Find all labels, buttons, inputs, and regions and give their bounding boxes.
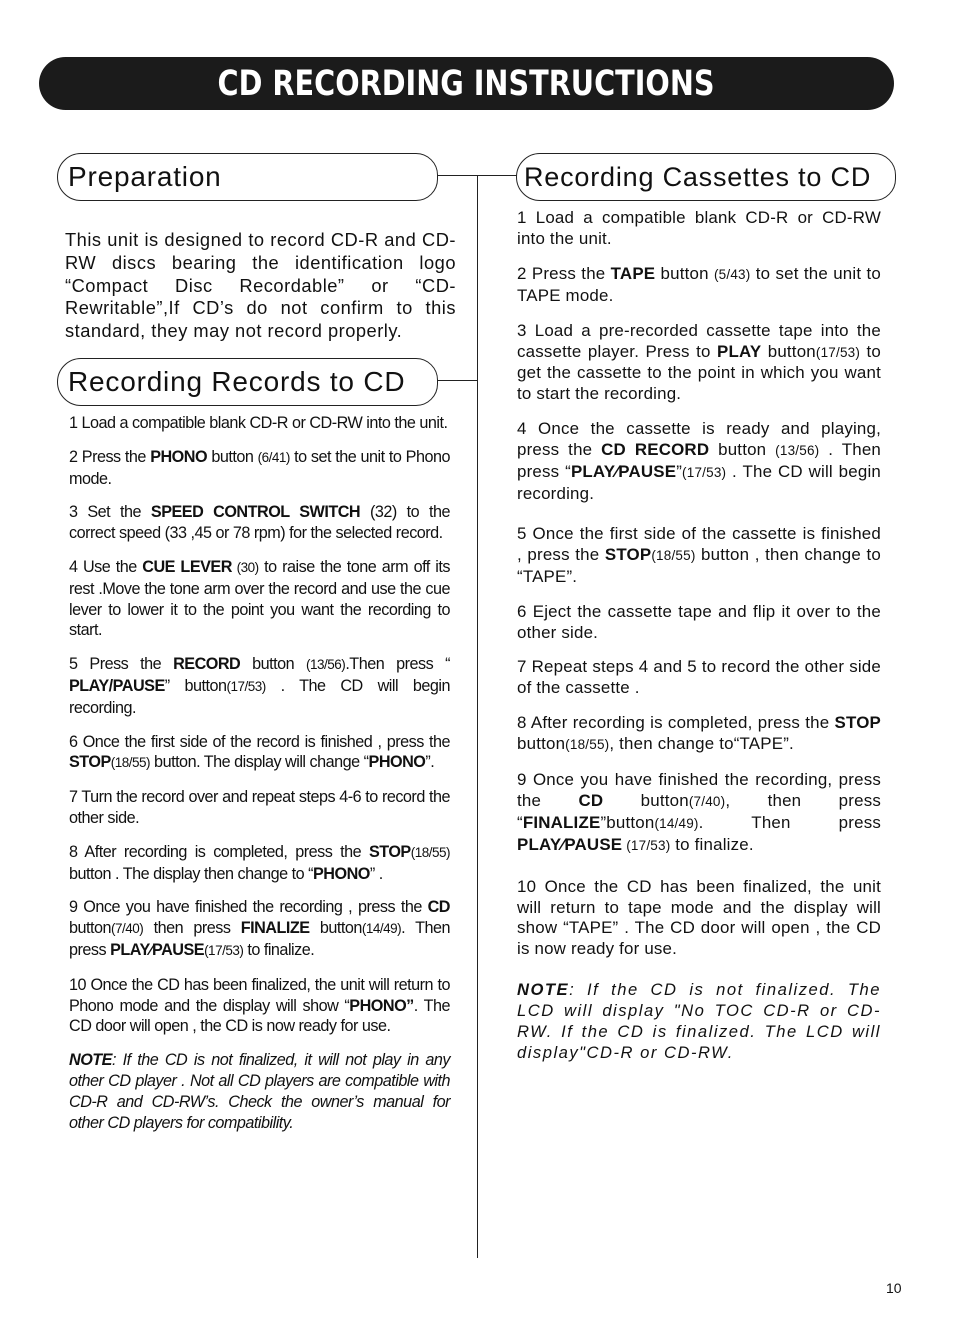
note-text: : If the CD is not finalized. The LCD will display "No TOC CD-R or CD-RW. If the CD is finalized. The LCD will display"CD-R or CD-RW. xyxy=(517,980,881,1062)
step-text: to set the unit to Phono mode. xyxy=(69,447,450,488)
page-title: CD RECORDING INSTRUCTIONS xyxy=(218,63,715,104)
cassettes-step-4 xyxy=(517,419,881,505)
step-text: , then change to“TAPE”. xyxy=(609,734,794,754)
step-text: . The CD will begin recording. xyxy=(517,462,881,503)
button-reference: (18/55) xyxy=(565,737,610,753)
button-reference: (17/53) xyxy=(204,942,244,958)
button-name: RECORD xyxy=(173,655,241,674)
button-name: STOP xyxy=(834,713,881,733)
button-reference: (18/55) xyxy=(410,844,450,860)
step-text: to get the cassette to the point in which you want to start the recording. xyxy=(517,341,881,404)
control-name: CUE LEVER xyxy=(142,557,232,576)
step-text: 10 Once the CD has been finalized, the unit will return to tape mode and the display will show “TAPE” . The CD door will open , the CD is now ready for use. xyxy=(517,876,881,959)
step-text: , then press “ xyxy=(517,790,881,832)
cassettes-step-6 xyxy=(517,602,881,644)
records-step-5 xyxy=(69,654,450,718)
step-text: 10 Once the CD has been finalized, the unit will return to Phono mode and the display will show “ xyxy=(69,975,450,1015)
step-text: 3 Set the xyxy=(69,503,151,522)
step-text: 3 Load a pre-recorded cassette tape into the cassette player. Press to xyxy=(517,320,881,361)
button-name: STOP xyxy=(604,544,652,564)
button-name: PLAY/PAUSE xyxy=(69,676,165,695)
button-reference: (18/55) xyxy=(651,547,696,563)
button-name: FINALIZE xyxy=(522,812,601,832)
step-text: . Then press xyxy=(698,812,881,832)
records-heading: Recording Records to CD xyxy=(68,366,406,397)
cassettes-step-2 xyxy=(517,264,881,307)
step-text: button . The display then change to “ xyxy=(69,864,313,883)
step-text: button xyxy=(603,790,689,810)
step-text: 8 After recording is completed, press the xyxy=(517,713,835,733)
button-name: PLAY∕PAUSE xyxy=(110,940,205,959)
step-text: . The CD door will open , the CD is now ready for use. xyxy=(69,996,450,1036)
button-reference: (13/56) xyxy=(775,443,820,459)
button-name: CD RECORD xyxy=(601,440,710,460)
title-banner xyxy=(39,57,894,110)
records-step-2 xyxy=(69,447,450,490)
cassettes-step-9 xyxy=(517,770,881,857)
step-text: ”button xyxy=(600,812,655,832)
cassettes-step-1 xyxy=(517,208,881,250)
step-text: ” xyxy=(676,462,683,482)
step-text: button xyxy=(69,919,112,938)
step-text: 7 Turn the record over and repeat steps 4-6 to record the other side. xyxy=(69,788,450,827)
cassettes-note xyxy=(517,980,881,1063)
button-name: PLAY∕PAUSE xyxy=(517,834,623,854)
step-text: button xyxy=(207,447,258,466)
step-text: button , then change to “TAPE”. xyxy=(517,544,881,586)
button-name: PLAY xyxy=(717,341,762,361)
button-reference: (7/40) xyxy=(688,793,726,809)
button-reference: (17/53) xyxy=(682,465,727,481)
cassettes-steps xyxy=(517,208,881,1077)
step-text: button xyxy=(709,440,776,460)
button-reference: (13/56) xyxy=(306,657,346,673)
step-text: then press xyxy=(143,919,241,938)
page-number: 10 xyxy=(886,1280,902,1296)
button-reference: (14/49) xyxy=(654,815,699,831)
step-text: 1 Load a compatible blank CD-R or CD-RW into the unit. xyxy=(517,208,881,248)
cassettes-step-5 xyxy=(517,524,881,588)
records-step-10 xyxy=(69,975,450,1037)
records-heading-box xyxy=(57,358,438,406)
step-text: .Then press “ xyxy=(345,655,450,674)
button-reference: (14/49) xyxy=(361,921,402,937)
step-text: 9 Once you have finished the recording , press the xyxy=(69,898,428,917)
step-text: 2 Press the xyxy=(69,447,151,466)
step-text: 4 Use the xyxy=(69,557,143,576)
preparation-heading-box xyxy=(57,153,438,201)
note-label: NOTE xyxy=(517,980,570,1000)
step-text: . Then press xyxy=(69,919,450,959)
button-name: CD xyxy=(427,898,450,917)
records-step-8 xyxy=(69,842,450,885)
display-text: PHONO” xyxy=(349,996,414,1015)
cassettes-heading-box xyxy=(516,153,896,201)
step-text: ”. xyxy=(425,753,435,772)
step-text: to finalize. xyxy=(243,940,315,959)
preparation-text: This unit is designed to record CD-R and CD-RW discs bearing the identification logo “Compact Disc Recordable” or “CD-Rewritable”,If CD’s do not confirm to this standard, they may not record properly. xyxy=(65,229,456,342)
step-text: button xyxy=(240,655,307,674)
button-name: STOP xyxy=(368,842,411,861)
connector-line-records xyxy=(437,380,477,381)
note-label: NOTE xyxy=(69,1051,112,1070)
step-text: button xyxy=(517,734,566,754)
button-reference: (17/53) xyxy=(622,837,671,853)
column-divider xyxy=(477,175,478,1258)
cassettes-step-10 xyxy=(517,877,881,961)
step-text: 9 Once you have finished the recording, press the xyxy=(517,770,881,810)
step-text: 5 Press the xyxy=(69,655,174,674)
display-text: PHONO xyxy=(368,753,426,772)
button-name: PHONO xyxy=(150,447,208,466)
step-text: 6 Once the first side of the record is finished , press the xyxy=(69,732,450,751)
step-text: to raise the tone arm off its rest .Move the tone arm over the record and use the cue lever to lower it to the point you want the recording to start. xyxy=(69,557,450,640)
button-name: PLAY∕PAUSE xyxy=(570,462,677,482)
step-text: 5 Once the first side of the cassette is finished , press the xyxy=(517,523,881,564)
button-name: CD xyxy=(578,790,604,810)
step-text: button. The display will change “ xyxy=(150,753,369,772)
step-text: 8 After recording is completed, press the xyxy=(69,842,369,861)
records-step-4 xyxy=(69,557,450,641)
records-step-6 xyxy=(69,732,450,775)
step-text: button xyxy=(309,919,362,938)
records-step-3 xyxy=(69,502,450,544)
button-name: TAPE xyxy=(610,263,656,283)
step-text: (32) to the correct speed (33 ,45 or 78 rpm) for the selected record. xyxy=(69,503,450,543)
step-text: button xyxy=(761,341,816,361)
records-step-1 xyxy=(69,413,450,434)
step-text: . Then press “ xyxy=(517,440,882,482)
note-text: : If the CD is not finalized, it will not play in any other CD player . Not all CD players are compatible with CD-R and CD-RW’s. Check the owner’s manual for other CD players for compatibility. xyxy=(69,1051,450,1132)
step-text: 7 Repeat steps 4 and 5 to record the other side of the cassette . xyxy=(517,657,881,698)
button-reference: (7/40) xyxy=(111,921,144,937)
records-step-9 xyxy=(69,897,450,961)
control-name: SPEED CONTROL SWITCH xyxy=(150,503,361,522)
step-text: 4 Once the cassette is ready and playing, press the xyxy=(517,419,881,460)
display-text: PHONO xyxy=(312,864,370,883)
step-text: 6 Eject the cassette tape and flip it over to the other side. xyxy=(517,601,881,642)
button-reference: (18/55) xyxy=(110,755,151,771)
button-reference: (30) xyxy=(231,559,259,575)
step-text: 2 Press the xyxy=(517,263,611,283)
cassettes-step-3 xyxy=(517,321,881,406)
step-text: ” . xyxy=(369,864,383,883)
button-name: FINALIZE xyxy=(240,919,310,938)
step-text: . The CD will begin recording. xyxy=(69,676,450,717)
button-reference: (17/53) xyxy=(226,678,266,694)
step-text: ” button xyxy=(164,676,227,695)
records-note xyxy=(69,1050,450,1133)
step-text: to finalize. xyxy=(670,834,754,854)
step-text: button xyxy=(655,263,714,283)
button-reference: (6/41) xyxy=(257,449,290,465)
cassettes-step-7 xyxy=(517,657,881,699)
preparation-heading: Preparation xyxy=(68,161,222,192)
cassettes-heading: Recording Cassettes to CD xyxy=(524,161,872,192)
step-text: 1 Load a compatible blank CD-R or CD-RW into the unit. xyxy=(69,414,448,432)
cassettes-step-8 xyxy=(517,713,881,756)
records-steps xyxy=(69,413,450,1146)
records-step-7 xyxy=(69,787,450,829)
step-text: to set the unit to TAPE mode. xyxy=(517,263,882,305)
button-reference: (5/43) xyxy=(713,266,751,282)
button-name: STOP xyxy=(69,753,111,772)
button-reference: (17/53) xyxy=(815,344,861,360)
